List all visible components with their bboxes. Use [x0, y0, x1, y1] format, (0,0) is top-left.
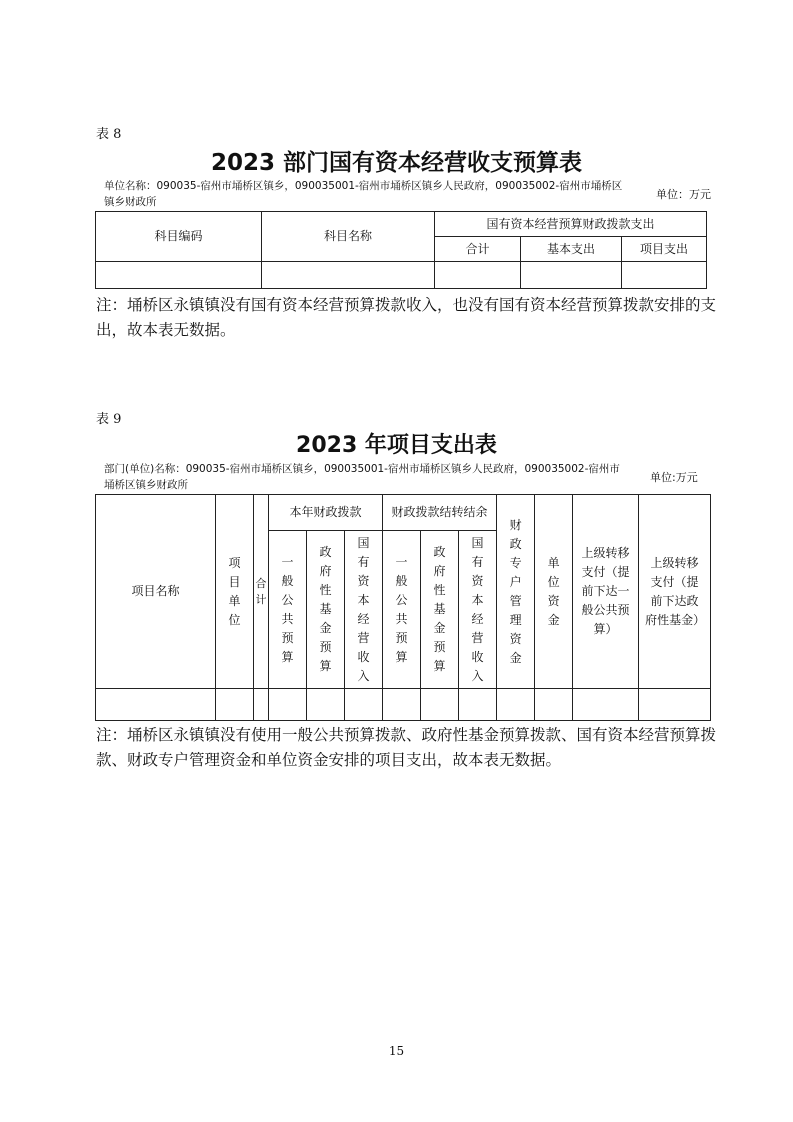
header-subject-code: 科目编码 [96, 212, 262, 262]
empty-cell [269, 689, 307, 721]
empty-cell [622, 262, 707, 289]
header-fund-budget-carry: 政府性基金预算 [421, 531, 459, 689]
header-general-budget-carry: 一般公共预算 [383, 531, 421, 689]
header-total: 合计 [435, 237, 521, 262]
empty-cell [96, 262, 262, 289]
header-carryover: 财政拨款结转结余 [383, 495, 497, 531]
header-state-capital-carry: 国有资本经营收入 [459, 531, 497, 689]
empty-cell [262, 262, 435, 289]
note-table-8: 注：埇桥区永镇镇没有国有资本经营预算拨款收入，也没有国有资本经营预算拨款安排的支出，故本表无数据。 [96, 296, 717, 339]
header-total: 合计 [254, 495, 269, 689]
title-table-8: 2023 部门国有资本经营收支预算表 [210, 150, 583, 176]
empty-cell [435, 262, 521, 289]
empty-cell [421, 689, 459, 721]
header-unit-funds: 单位资金 [535, 495, 573, 689]
header-project-unit: 项目单位 [216, 495, 254, 689]
empty-cell [254, 689, 269, 721]
header-transfer-general: 上级转移支付（提前下达一般公共预算） [573, 495, 639, 689]
empty-cell [383, 689, 421, 721]
header-state-capital-expense: 国有资本经营预算财政拨款支出 [435, 212, 707, 237]
header-transfer-fund: 上级转移支付（提前下达政府性基金） [639, 495, 711, 689]
budget-table-8 [95, 211, 707, 289]
empty-cell [345, 689, 383, 721]
header-project-expense: 项目支出 [622, 237, 707, 262]
empty-cell [521, 262, 622, 289]
header-special-account-funds: 财政专户管理资金 [497, 495, 535, 689]
empty-cell [307, 689, 345, 721]
title-table-9: 2023 年项目支出表 [296, 433, 497, 458]
empty-cell [96, 689, 216, 721]
header-general-budget-current: 一般公共预算 [269, 531, 307, 689]
unit-label-9: 单位:万元 [650, 471, 698, 484]
header-fund-budget-current: 政府性基金预算 [307, 531, 345, 689]
table-label-8: 表 8 [96, 127, 122, 142]
page-number: 15 [388, 1044, 405, 1058]
table-row [96, 262, 707, 289]
note-table-9: 注：埇桥区永镇镇没有使用一般公共预算拨款、政府性基金预算拨款、国有资本经营预算拨款、财政专户管理资金和单位资金安排的项目支出，故本表无数据。 [96, 726, 717, 769]
table-label-9: 表 9 [96, 412, 122, 427]
empty-cell [497, 689, 535, 721]
header-subject-name: 科目名称 [262, 212, 435, 262]
header-state-capital-current: 国有资本经营收入 [345, 531, 383, 689]
empty-cell [535, 689, 573, 721]
unit-name-line-8: 单位名称：090035-宿州市埇桥区镇乡，090035001-宿州市埇桥区镇乡人民政府，090035002-宿州市埇桥区镇乡财政所 [104, 180, 623, 208]
header-project-name: 项目名称 [96, 495, 216, 689]
unit-name-line-9: 部门(单位)名称：090035-宿州市埇桥区镇乡，090035001-宿州市埇桥区镇乡人民政府，090035002-宿州市埇桥区镇乡财政所 [104, 463, 620, 491]
project-expense-table-9 [95, 494, 711, 721]
empty-cell [459, 689, 497, 721]
header-current-year-appropriation: 本年财政拨款 [269, 495, 383, 531]
empty-cell [216, 689, 254, 721]
header-basic-expense: 基本支出 [521, 237, 622, 262]
unit-label-8: 单位：万元 [656, 188, 711, 201]
empty-cell [573, 689, 639, 721]
empty-cell [639, 689, 711, 721]
table-row [96, 689, 711, 721]
